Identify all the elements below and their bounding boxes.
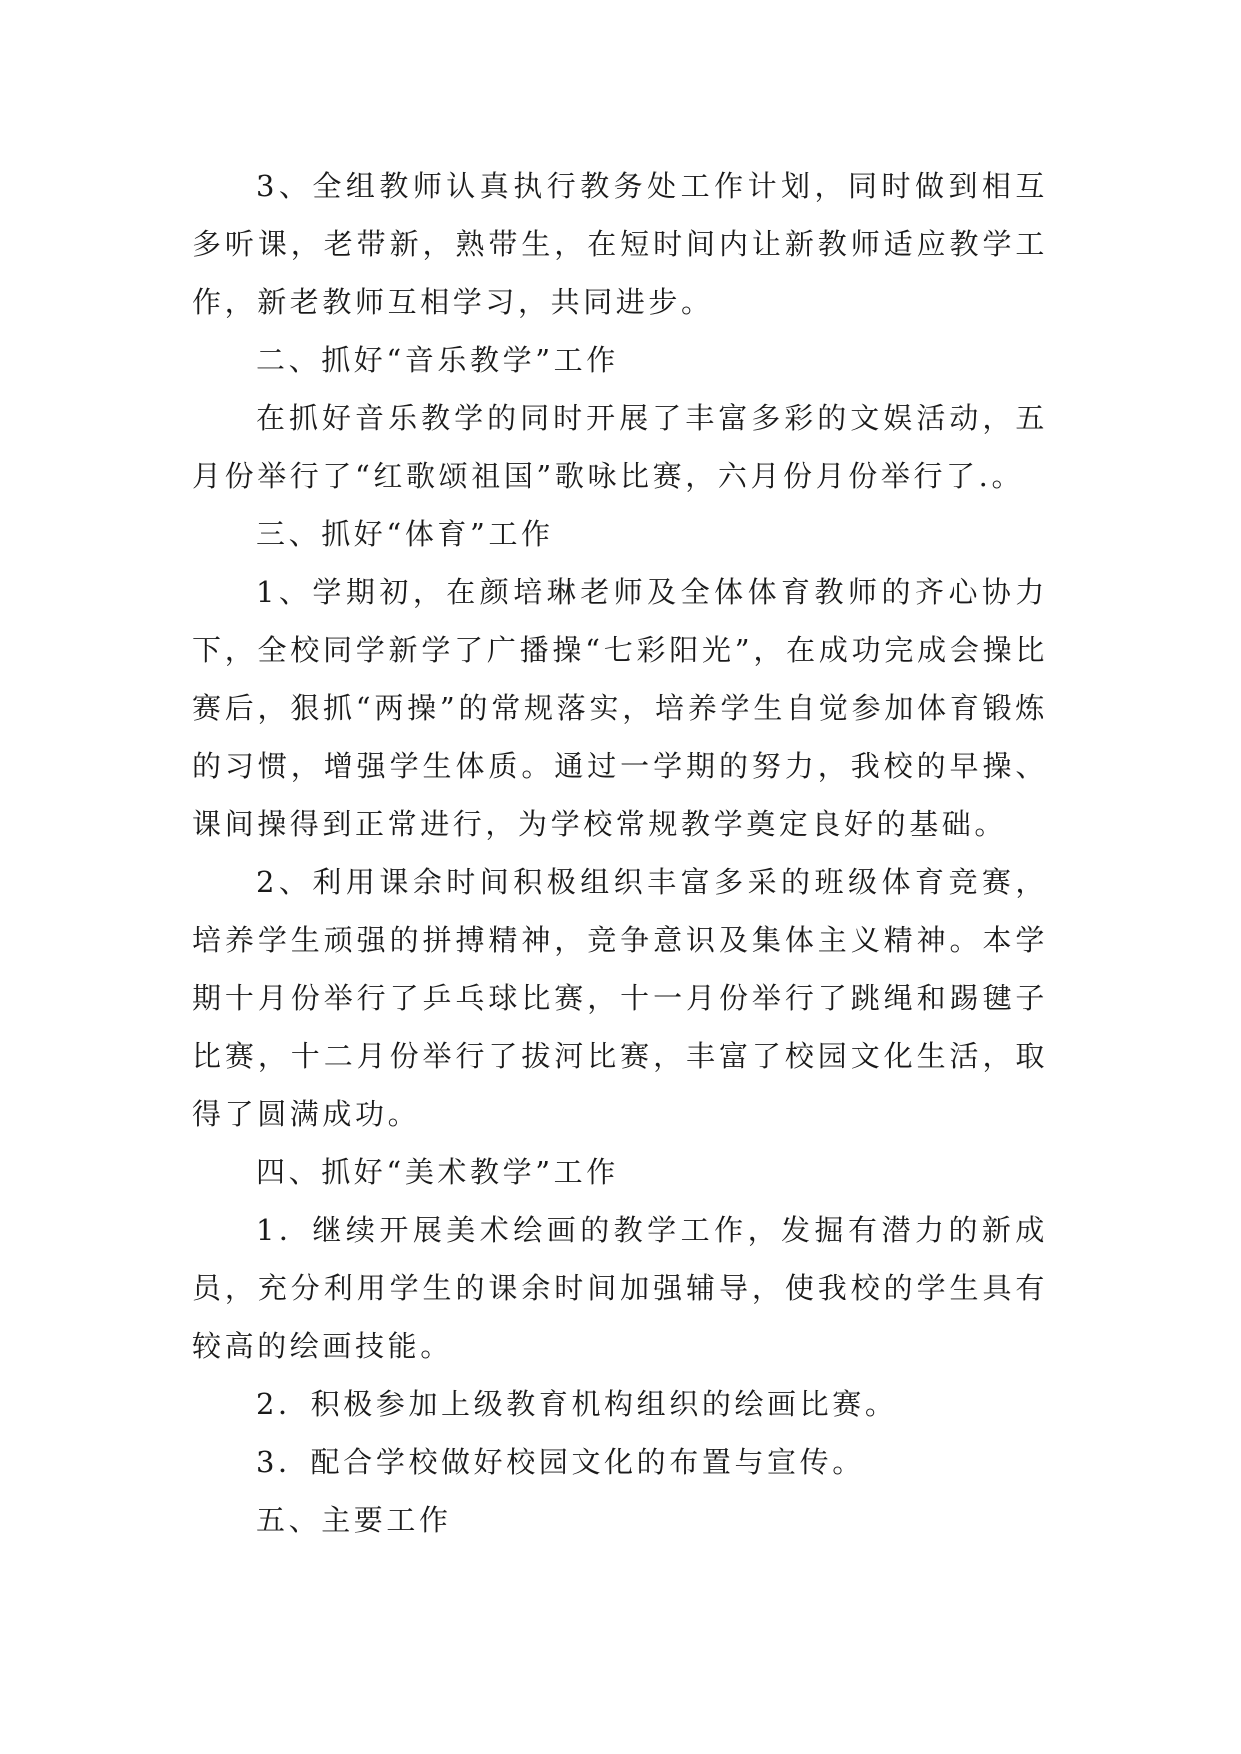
heading-music-teaching: 二、抓好“音乐教学”工作: [256, 343, 619, 377]
paragraph-campus-culture: 3．配合学校做好校园文化的布置与宣传。: [256, 1445, 865, 1479]
paragraph-sports-competitions: 2、利用课余时间积极组织丰富多采的班级体育竞赛，培养学生顽强的拼搏精神，竞争意识及集体主义精神。本学期十月份举行了乒乓球比赛，十一月份举行了跳绳和踢毽子比赛，十二月份举行了拔河比赛，丰富了校园文化生活，取得了圆满成功。: [192, 865, 1048, 1131]
heading-art-teaching: 四、抓好“美术教学”工作: [256, 1155, 619, 1189]
document-body: [192, 157, 1048, 1549]
paragraph-teacher-plan: 3、全组教师认真执行教务处工作计划，同时做到相互多听课，老带新，熟带生，在短时间内让新教师适应教学工作，新老教师互相学习，共同进步。: [192, 169, 1048, 319]
paragraph-art-painting: 1．继续开展美术绘画的教学工作，发掘有潜力的新成员，充分利用学生的课余时间加强辅导，使我校的学生具有较高的绘画技能。: [192, 1213, 1048, 1363]
heading-main-work: 五、主要工作: [256, 1503, 452, 1537]
paragraph-art-contest: 2．积极参加上级教育机构组织的绘画比赛。: [256, 1387, 898, 1421]
paragraph-music-activities: 在抓好音乐教学的同时开展了丰富多彩的文娱活动，五月份举行了“红歌颂祖国”歌咏比赛，六月份月份举行了.。: [192, 401, 1048, 493]
paragraph-sports-exercise: 1、学期初，在颜培琳老师及全体体育教师的齐心协力下，全校同学新学了广播操“七彩阳光”，在成功完成会操比赛后，狠抓“两操”的常规落实，培养学生自觉参加体育锻炼的习惯，增强学生体质。通过一学期的努力，我校的早操、课间操得到正常进行，为学校常规教学奠定良好的基础。: [192, 575, 1048, 841]
heading-sports: 三、抓好“体育”工作: [256, 517, 554, 551]
